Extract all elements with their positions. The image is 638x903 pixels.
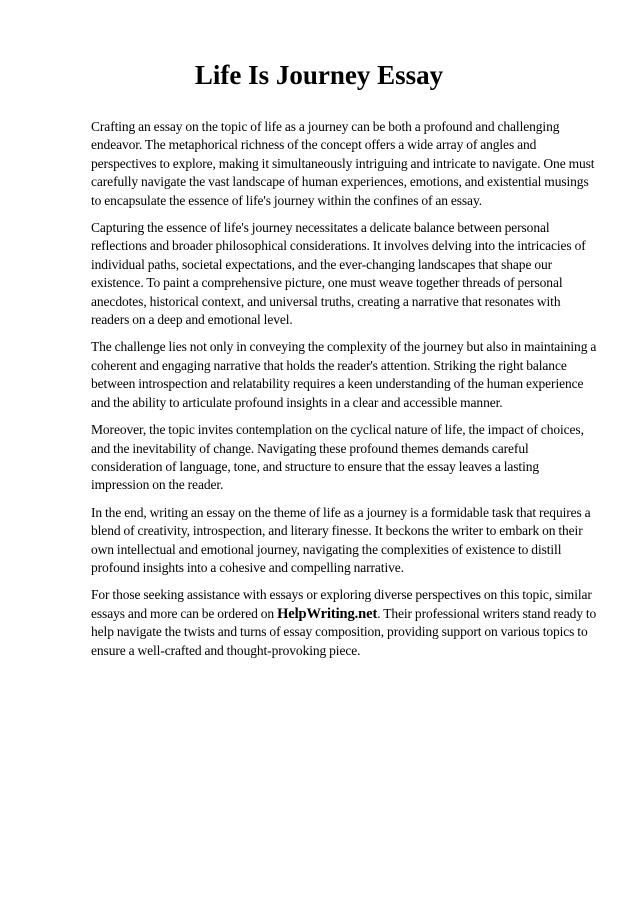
- paragraph-2: Capturing the essence of life's journey necessitates a delicate balance between personal reflections and broader philosophical considerations. It involves delving into the intricacies of individual paths, societal expectations, and the ever-changing landscapes that shape our existence. To paint a comprehensive picture, one must weave together threads of personal anecdotes, historical context, and universal truths, creating a narrative that resonates with readers on a deep and emotional level.: [91, 220, 586, 328]
- paragraph-5: In the end, writing an essay on the theme of life as a journey is a formidable task that requires a blend of creativity, introspection, and literary finesse. It beckons the writer to embark on their own intellectual and emotional journey, navigating the complexities of existence to distill profound insights into a cohesive and compelling narrative.: [91, 504, 591, 575]
- paragraph-4: Moreover, the topic invites contemplation on the cyclical nature of life, the impact of choices, and the inevitability of change. Navigating these profound themes demands careful consideration of language, tone, and structure to ensure that the essay leaves a lasting impression on the reader.: [91, 422, 584, 493]
- paragraph-3: The challenge lies not only in conveying the complexity of the journey but also in maintaining a coherent and engaging narrative that holds the reader's attention. Striking the right balance between introspection and relatability requires a keen understanding of the human experience and the ability to articulate profound insights in a clear and accessible manner.: [91, 339, 597, 410]
- essay-body: [91, 118, 597, 669]
- page-title: Life Is Journey Essay: [194, 60, 444, 90]
- paragraph-6: [91, 586, 597, 660]
- paragraph-6-after-link: . Their professional writers stand ready to help navigate the twists and turns of essay composition, providing support on various topics to ensure a well-crafted and thought-provoking piece.: [91, 605, 597, 658]
- helpwriting-link[interactable]: HelpWriting.net: [277, 605, 378, 622]
- paragraph-1: Crafting an essay on the topic of life as a journey can be both a profound and challenging endeavor. The metaphorical richness of the concept offers a wide array of angles and perspectives to explore, making it simultaneously intriguing and intricate to navigate. One must carefully navigate the vast landscape of human experiences, emotions, and existential musings to encapsulate the essence of life's journey within the confines of an essay.: [91, 119, 595, 208]
- paragraph-6-before-link: For those seeking assistance with essays or exploring diverse perspectives on this topic, similar essays and more can be ordered on: [91, 587, 592, 621]
